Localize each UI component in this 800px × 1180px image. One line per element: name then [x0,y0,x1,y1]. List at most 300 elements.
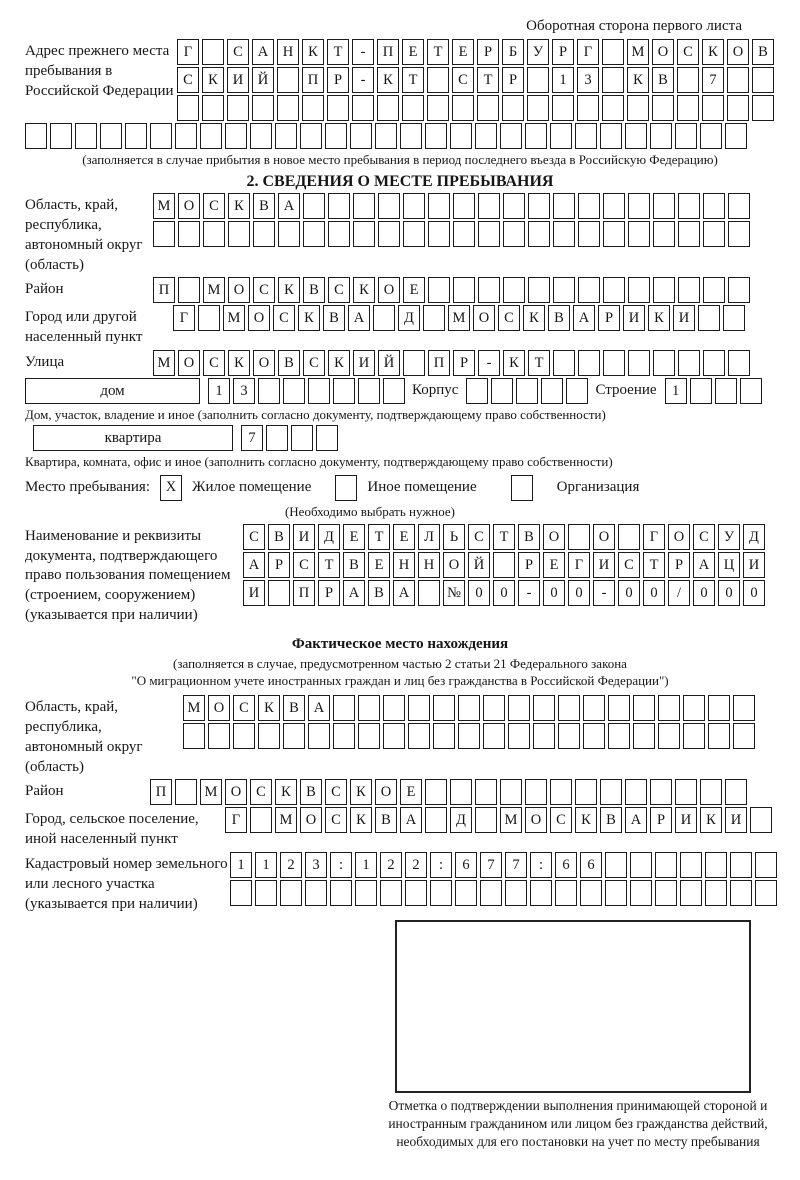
char-cell[interactable]: С [273,305,295,331]
char-cell[interactable] [308,723,330,749]
char-cell[interactable]: С [677,39,699,65]
char-cell[interactable]: Е [402,39,424,65]
char-cell[interactable] [677,67,699,93]
char-cell[interactable] [493,552,515,578]
char-cell[interactable] [625,779,647,805]
char-cell[interactable]: Т [318,552,340,578]
char-cell[interactable] [378,221,400,247]
char-cell[interactable]: С [203,193,225,219]
char-cell[interactable] [327,95,349,121]
char-cell[interactable]: 1 [552,67,574,93]
char-cell[interactable] [530,880,552,906]
char-cell[interactable]: Т [643,552,665,578]
char-cell[interactable] [627,95,649,121]
char-cell[interactable]: М [153,193,175,219]
char-cell[interactable] [602,95,624,121]
char-cell[interactable] [308,378,330,404]
char-cell[interactable]: О [652,39,674,65]
char-cell[interactable] [283,378,305,404]
char-cell[interactable]: 0 [693,580,715,606]
char-cell[interactable] [266,425,288,451]
char-cell[interactable]: И [675,807,697,833]
char-cell[interactable] [402,95,424,121]
char-cell[interactable] [100,123,122,149]
char-cell[interactable]: К [627,67,649,93]
char-cell[interactable]: - [478,350,500,376]
char-cell[interactable] [698,305,720,331]
char-cell[interactable]: В [652,67,674,93]
char-cell[interactable] [533,695,555,721]
char-cell[interactable] [405,880,427,906]
char-cell[interactable] [553,350,575,376]
char-cell[interactable] [752,95,774,121]
char-cell[interactable]: Е [543,552,565,578]
char-cell[interactable]: Й [468,552,490,578]
char-cell[interactable]: П [153,277,175,303]
char-cell[interactable] [250,807,272,833]
char-cell[interactable]: С [303,350,325,376]
char-cell[interactable] [683,695,705,721]
char-cell[interactable] [502,95,524,121]
char-cell[interactable]: О [727,39,749,65]
char-cell[interactable] [503,221,525,247]
char-cell[interactable] [658,723,680,749]
char-cell[interactable]: К [523,305,545,331]
char-cell[interactable]: К [278,277,300,303]
char-cell[interactable] [630,852,652,878]
char-cell[interactable]: И [293,524,315,550]
char-cell[interactable] [291,425,313,451]
char-cell[interactable]: В [323,305,345,331]
char-cell[interactable] [302,95,324,121]
char-cell[interactable] [603,193,625,219]
char-cell[interactable]: О [525,807,547,833]
char-cell[interactable]: П [150,779,172,805]
char-cell[interactable]: Р [318,580,340,606]
char-cell[interactable] [202,39,224,65]
char-cell[interactable] [453,221,475,247]
char-cell[interactable] [725,123,747,149]
char-cell[interactable]: С [250,779,272,805]
char-cell[interactable]: В [368,580,390,606]
char-cell[interactable] [725,779,747,805]
char-cell[interactable] [225,123,247,149]
char-cell[interactable] [723,305,745,331]
char-cell[interactable]: И [243,580,265,606]
char-cell[interactable] [577,95,599,121]
char-cell[interactable] [355,880,377,906]
char-cell[interactable]: К [202,67,224,93]
char-cell[interactable] [503,277,525,303]
char-cell[interactable]: / [668,580,690,606]
char-cell[interactable] [352,95,374,121]
char-cell[interactable]: 7 [702,67,724,93]
char-cell[interactable] [480,880,502,906]
char-cell[interactable] [328,221,350,247]
char-cell[interactable] [425,807,447,833]
char-cell[interactable]: Р [502,67,524,93]
char-cell[interactable]: В [600,807,622,833]
char-cell[interactable]: С [233,695,255,721]
char-cell[interactable]: К [648,305,670,331]
char-cell[interactable] [278,221,300,247]
char-cell[interactable]: 0 [543,580,565,606]
char-cell[interactable]: П [293,580,315,606]
char-cell[interactable]: К [377,67,399,93]
char-cell[interactable] [516,378,538,404]
char-cell[interactable]: 0 [493,580,515,606]
char-cell[interactable] [478,221,500,247]
char-cell[interactable]: 3 [577,67,599,93]
char-cell[interactable] [258,378,280,404]
char-cell[interactable]: 6 [555,852,577,878]
char-cell[interactable] [491,378,513,404]
char-cell[interactable] [527,95,549,121]
char-cell[interactable] [383,378,405,404]
char-cell[interactable] [605,852,627,878]
char-cell[interactable] [433,723,455,749]
char-cell[interactable]: К [350,779,372,805]
char-cell[interactable] [558,723,580,749]
char-cell[interactable] [650,779,672,805]
residence-checkbox-org[interactable] [511,475,533,501]
char-cell[interactable]: С [468,524,490,550]
char-cell[interactable] [175,123,197,149]
char-cell[interactable] [555,880,577,906]
char-cell[interactable] [708,695,730,721]
char-cell[interactable]: В [268,524,290,550]
char-cell[interactable]: Г [177,39,199,65]
char-cell[interactable]: К [575,807,597,833]
char-cell[interactable]: К [302,39,324,65]
char-cell[interactable]: С [618,552,640,578]
char-cell[interactable] [655,852,677,878]
char-cell[interactable]: 2 [280,852,302,878]
char-cell[interactable]: О [443,552,465,578]
char-cell[interactable]: С [693,524,715,550]
char-cell[interactable]: Р [650,807,672,833]
char-cell[interactable] [325,123,347,149]
char-cell[interactable]: М [153,350,175,376]
char-cell[interactable] [628,221,650,247]
char-cell[interactable] [328,193,350,219]
char-cell[interactable] [418,580,440,606]
char-cell[interactable] [277,95,299,121]
char-cell[interactable] [316,425,338,451]
char-cell[interactable] [333,695,355,721]
char-cell[interactable]: Й [378,350,400,376]
char-cell[interactable]: А [693,552,715,578]
char-cell[interactable] [578,193,600,219]
char-cell[interactable]: И [743,552,765,578]
char-cell[interactable] [700,779,722,805]
char-cell[interactable] [618,524,640,550]
char-cell[interactable]: 0 [643,580,665,606]
char-cell[interactable]: : [330,852,352,878]
char-cell[interactable]: О [248,305,270,331]
char-cell[interactable]: Д [450,807,472,833]
char-cell[interactable] [728,221,750,247]
char-cell[interactable]: О [473,305,495,331]
char-cell[interactable]: 7 [505,852,527,878]
char-cell[interactable]: В [253,193,275,219]
char-cell[interactable] [500,123,522,149]
char-cell[interactable] [678,277,700,303]
char-cell[interactable]: Ц [718,552,740,578]
char-cell[interactable] [650,123,672,149]
char-cell[interactable] [733,695,755,721]
char-cell[interactable]: 2 [380,852,402,878]
char-cell[interactable] [378,193,400,219]
char-cell[interactable] [578,277,600,303]
char-cell[interactable]: С [550,807,572,833]
char-cell[interactable]: А [308,695,330,721]
char-cell[interactable] [466,378,488,404]
char-cell[interactable] [553,221,575,247]
char-cell[interactable]: В [375,807,397,833]
char-cell[interactable] [500,779,522,805]
char-cell[interactable] [358,723,380,749]
char-cell[interactable] [227,95,249,121]
char-cell[interactable]: К [228,193,250,219]
char-cell[interactable] [305,880,327,906]
char-cell[interactable]: И [593,552,615,578]
char-cell[interactable]: 7 [241,425,263,451]
char-cell[interactable]: Г [173,305,195,331]
char-cell[interactable]: Н [418,552,440,578]
char-cell[interactable] [433,695,455,721]
char-cell[interactable] [603,350,625,376]
char-cell[interactable]: С [227,39,249,65]
char-cell[interactable] [550,779,572,805]
char-cell[interactable] [425,123,447,149]
char-cell[interactable]: Г [225,807,247,833]
char-cell[interactable]: Р [327,67,349,93]
char-cell[interactable]: : [530,852,552,878]
char-cell[interactable] [208,723,230,749]
char-cell[interactable] [730,852,752,878]
char-cell[interactable] [177,95,199,121]
char-cell[interactable]: О [378,277,400,303]
char-cell[interactable] [452,95,474,121]
char-cell[interactable] [541,378,563,404]
char-cell[interactable]: 6 [580,852,602,878]
char-cell[interactable]: О [543,524,565,550]
char-cell[interactable] [280,880,302,906]
char-cell[interactable]: С [253,277,275,303]
char-cell[interactable]: Е [452,39,474,65]
char-cell[interactable]: Т [493,524,515,550]
char-cell[interactable]: Е [343,524,365,550]
char-cell[interactable] [408,695,430,721]
char-cell[interactable] [602,67,624,93]
char-cell[interactable] [605,880,627,906]
char-cell[interactable]: М [275,807,297,833]
char-cell[interactable] [383,695,405,721]
char-cell[interactable] [580,880,602,906]
char-cell[interactable] [428,221,450,247]
char-cell[interactable]: В [548,305,570,331]
char-cell[interactable] [702,95,724,121]
char-cell[interactable] [690,378,712,404]
char-cell[interactable] [450,779,472,805]
char-cell[interactable]: М [627,39,649,65]
char-cell[interactable]: М [200,779,222,805]
char-cell[interactable]: И [227,67,249,93]
char-cell[interactable]: В [343,552,365,578]
char-cell[interactable] [708,723,730,749]
char-cell[interactable] [552,95,574,121]
char-cell[interactable]: О [593,524,615,550]
char-cell[interactable]: Г [568,552,590,578]
char-cell[interactable] [427,95,449,121]
char-cell[interactable] [658,695,680,721]
char-cell[interactable] [255,880,277,906]
char-cell[interactable] [303,193,325,219]
char-cell[interactable]: А [625,807,647,833]
char-cell[interactable]: Н [393,552,415,578]
char-cell[interactable]: И [673,305,695,331]
char-cell[interactable] [505,880,527,906]
char-cell[interactable] [153,221,175,247]
char-cell[interactable]: 0 [718,580,740,606]
char-cell[interactable] [677,95,699,121]
char-cell[interactable] [558,695,580,721]
char-cell[interactable] [425,779,447,805]
char-cell[interactable] [483,723,505,749]
char-cell[interactable]: С [243,524,265,550]
char-cell[interactable] [503,193,525,219]
char-cell[interactable] [375,123,397,149]
char-cell[interactable] [703,221,725,247]
char-cell[interactable] [653,221,675,247]
char-cell[interactable] [625,123,647,149]
char-cell[interactable]: В [300,779,322,805]
char-cell[interactable] [602,39,624,65]
char-cell[interactable] [653,277,675,303]
char-cell[interactable]: О [178,350,200,376]
char-cell[interactable]: Н [277,39,299,65]
char-cell[interactable]: Т [368,524,390,550]
char-cell[interactable]: С [293,552,315,578]
char-cell[interactable]: И [353,350,375,376]
char-cell[interactable] [703,350,725,376]
char-cell[interactable]: Р [598,305,620,331]
char-cell[interactable]: Е [368,552,390,578]
char-cell[interactable] [608,695,630,721]
char-cell[interactable] [728,193,750,219]
char-cell[interactable] [705,852,727,878]
char-cell[interactable]: О [228,277,250,303]
char-cell[interactable] [755,852,777,878]
residence-checkbox-zhiloe[interactable]: X [160,475,182,501]
char-cell[interactable]: И [725,807,747,833]
char-cell[interactable] [25,123,47,149]
char-cell[interactable]: С [325,807,347,833]
char-cell[interactable] [528,193,550,219]
char-cell[interactable] [178,221,200,247]
char-cell[interactable] [203,221,225,247]
char-cell[interactable] [703,193,725,219]
char-cell[interactable] [750,807,772,833]
char-cell[interactable] [678,193,700,219]
char-cell[interactable] [202,95,224,121]
char-cell[interactable] [603,221,625,247]
char-cell[interactable] [200,123,222,149]
char-cell[interactable]: Д [398,305,420,331]
char-cell[interactable] [373,305,395,331]
char-cell[interactable]: 1 [255,852,277,878]
char-cell[interactable]: 1 [665,378,687,404]
char-cell[interactable]: Т [402,67,424,93]
char-cell[interactable]: 6 [455,852,477,878]
char-cell[interactable]: О [225,779,247,805]
char-cell[interactable]: К [700,807,722,833]
char-cell[interactable] [230,880,252,906]
char-cell[interactable] [578,350,600,376]
char-cell[interactable]: К [228,350,250,376]
char-cell[interactable]: Т [477,67,499,93]
char-cell[interactable] [728,350,750,376]
char-cell[interactable]: К [353,277,375,303]
char-cell[interactable] [455,880,477,906]
char-cell[interactable] [358,695,380,721]
char-cell[interactable]: К [503,350,525,376]
char-cell[interactable] [600,779,622,805]
char-cell[interactable] [403,193,425,219]
char-cell[interactable]: Б [502,39,524,65]
char-cell[interactable]: П [302,67,324,93]
char-cell[interactable] [528,277,550,303]
char-cell[interactable]: 3 [233,378,255,404]
char-cell[interactable] [175,779,197,805]
char-cell[interactable]: Р [477,39,499,65]
char-cell[interactable]: О [375,779,397,805]
char-cell[interactable] [553,193,575,219]
char-cell[interactable]: А [278,193,300,219]
char-cell[interactable] [755,880,777,906]
char-cell[interactable] [715,378,737,404]
char-cell[interactable]: 0 [468,580,490,606]
char-cell[interactable] [478,193,500,219]
char-cell[interactable] [353,221,375,247]
char-cell[interactable]: Й [252,67,274,93]
char-cell[interactable]: Е [393,524,415,550]
char-cell[interactable]: В [752,39,774,65]
char-cell[interactable] [228,221,250,247]
char-cell[interactable]: Р [453,350,475,376]
char-cell[interactable]: К [275,779,297,805]
char-cell[interactable] [380,880,402,906]
char-cell[interactable]: О [208,695,230,721]
char-cell[interactable]: Р [668,552,690,578]
char-cell[interactable] [428,277,450,303]
char-cell[interactable] [358,378,380,404]
char-cell[interactable]: М [500,807,522,833]
char-cell[interactable] [252,95,274,121]
char-cell[interactable] [680,880,702,906]
char-cell[interactable]: У [527,39,549,65]
char-cell[interactable]: 1 [230,852,252,878]
char-cell[interactable]: : [430,852,452,878]
char-cell[interactable]: А [573,305,595,331]
char-cell[interactable] [475,779,497,805]
char-cell[interactable] [333,723,355,749]
char-cell[interactable]: М [448,305,470,331]
char-cell[interactable]: Р [518,552,540,578]
char-cell[interactable]: О [253,350,275,376]
char-cell[interactable]: А [393,580,415,606]
